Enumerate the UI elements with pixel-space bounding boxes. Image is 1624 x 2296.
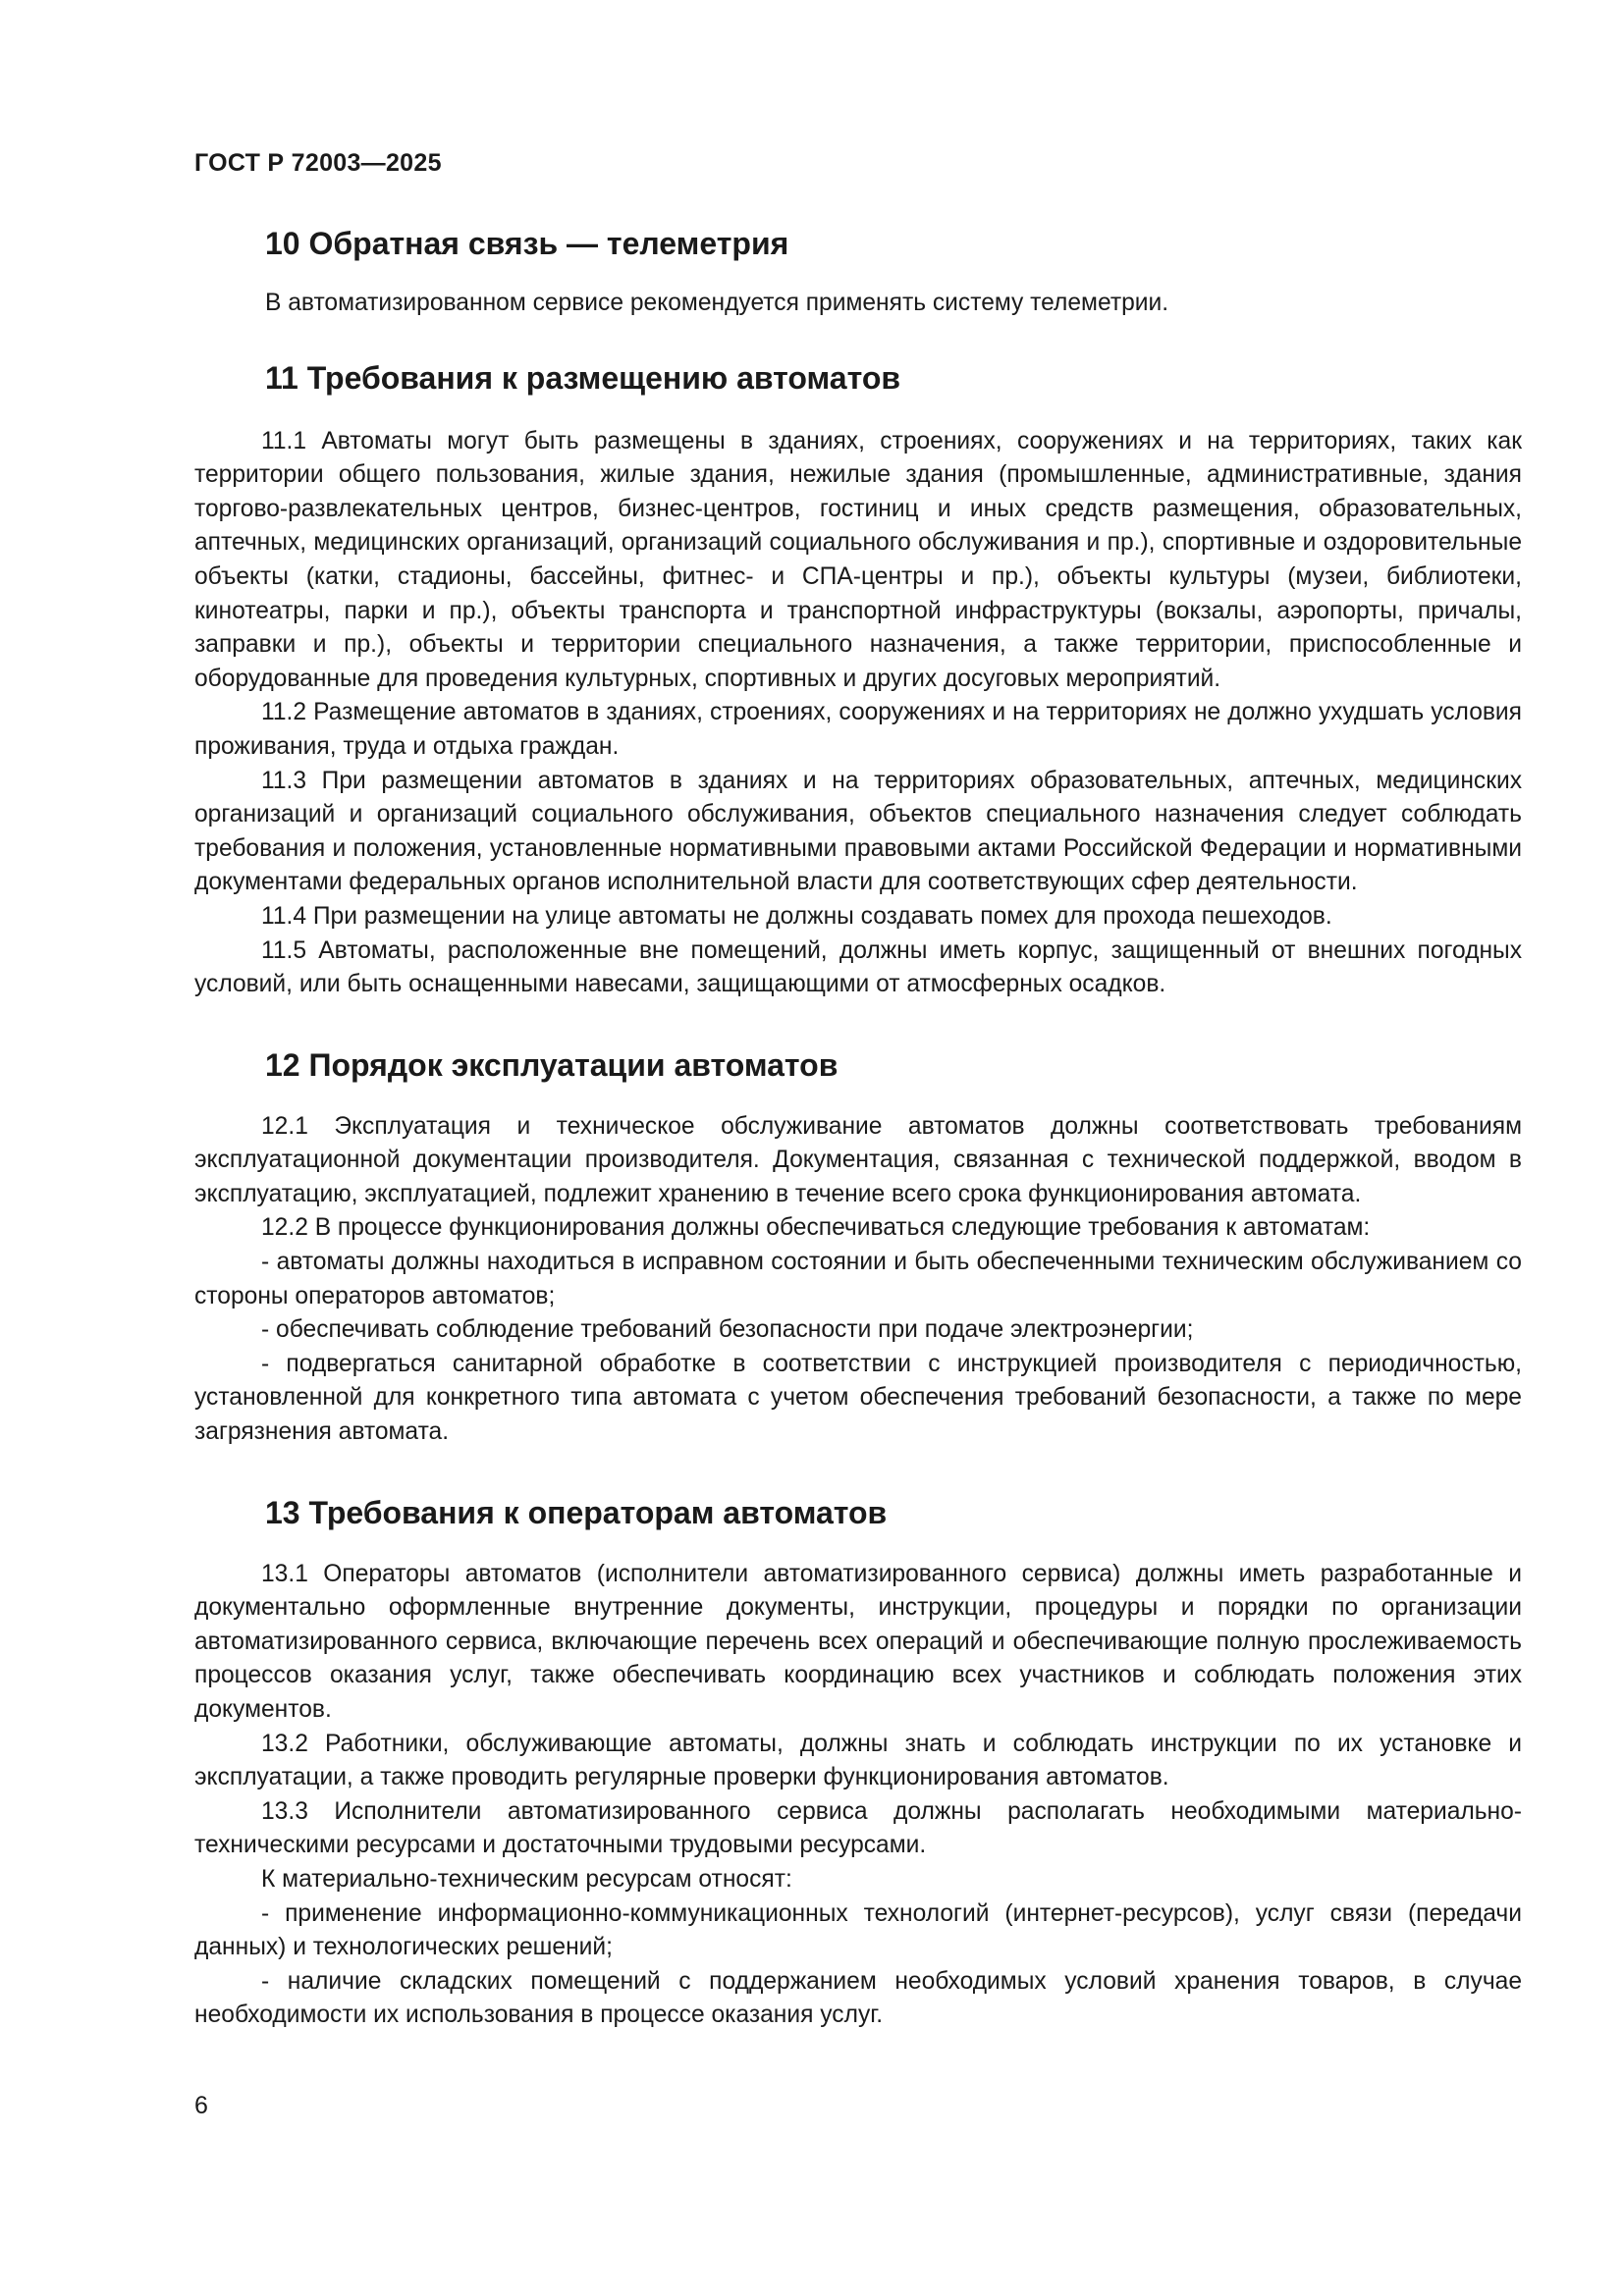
paragraph: 13.2 Работники, обслуживающие автоматы, должны знать и соблюдать инструкции по их установке и эксплуатации, а также проводить регулярные проверки функционирования автоматов.	[194, 1730, 1522, 1791]
page-number: 6	[194, 2092, 208, 2119]
list-item: - подвергаться санитарной обработке в соответствии с инструкцией производителя с периодичностью, установленной для конкретного типа автомата с учетом обеспечения требований безопасности, а также по мере загрязнения автомата.	[194, 1350, 1522, 1446]
section-title: 11 Требования к размещению автоматов	[265, 359, 901, 396]
paragraph: 12.1 Эксплуатация и техническое обслуживание автоматов должны соответствовать требованиям эксплуатационной документации производителя. Документация, связанная с технической поддержкой, вводом в эксплуатацию, эксплуатацией, подлежит хранению в течение всего срока функционирования автомата.	[194, 1112, 1522, 1207]
paragraph: 11.4 При размещении на улице автоматы не должны создавать помех для прохода пешеходов.	[261, 902, 1332, 930]
document-id-header: ГОСТ Р 72003—2025	[194, 149, 442, 177]
paragraph: 11.5 Автоматы, расположенные вне помещений, должны иметь корпус, защищенный от внешних погодных условий, или быть оснащенными навесами, защищающими от атмосферных осадков.	[194, 936, 1522, 998]
paragraph: 13.3 Исполнители автоматизированного сервиса должны располагать необходимыми материально-техническими ресурсами и достаточными трудовыми ресурсами.	[194, 1797, 1522, 1859]
paragraph: 11.1 Автоматы могут быть размещены в зданиях, строениях, сооружениях и на территориях, таких как территории общего пользования, жилые здания, нежилые здания (промышленные, административные, здания торгово-развлекательных центров, бизнес-центров, гостиниц и иных средств размещения, образовательных, аптечных, медицинских организаций, организаций социального обслуживания и пр.), спортивные и оздоровительные объекты (катки, стадионы, бассейны, фитнес- и СПА-центры и пр.), объекты культуры (музеи, библиотеки, кинотеатры, парки и пр.), объекты транспорта и транспортной инфраструктуры (вокзалы, аэропорты, причалы, заправки и пр.), объекты и территории специального назначения, а также территории, приспособленные и оборудованные для проведения культурных, спортивных и других досуговых мероприятий.	[194, 427, 1522, 692]
section-11	[194, 356, 1522, 1002]
section-12	[194, 1043, 1522, 1450]
paragraph: В автоматизированном сервисе рекомендуется применять систему телеметрии.	[265, 290, 1169, 316]
paragraph: К материально-техническим ресурсам относят:	[261, 1865, 792, 1893]
list-item: - применение информационно-коммуникационных технологий (интернет-ресурсов), услуг связи (передачи данных) и технологических решений;	[194, 1899, 1522, 1961]
section-title: 13 Требования к операторам автоматов	[265, 1494, 888, 1530]
list-item: - автоматы должны находиться в исправном состоянии и быть обеспеченными техническим обслуживанием со стороны операторов автоматов;	[194, 1249, 1522, 1309]
paragraph: 11.3 При размещении автоматов в зданиях и на территориях образовательных, аптечных, медицинских организаций и организаций социального обслуживания, объектов специального назначения следует соблюдать требования и положения, установленные нормативными правовыми актами Российской Федерации и нормативными документами федеральных органов исполнительной власти для соответствующих сфер деятельности.	[194, 767, 1522, 896]
list-item: - наличие складских помещений с поддержанием необходимых условий хранения товаров, в случае необходимости их использования в процессе оказания услуг.	[194, 1967, 1522, 2029]
section-10	[194, 222, 1522, 321]
section-title: 12 Порядок эксплуатации автоматов	[265, 1046, 839, 1083]
paragraph: 13.1 Операторы автоматов (исполнители автоматизированного сервиса) должны иметь разработанные и документально оформленные внутренние документы, инструкции, процедуры и порядки по организации автоматизированного сервиса, включающие перечень всех операций и обеспечивающие полную прослеживаемость процессов оказания услуг, также обеспечивать координацию всех участников и соблюдать положения этих документов.	[194, 1560, 1522, 1723]
list-item: - обеспечивать соблюдение требований безопасности при подаче электроэнергии;	[261, 1316, 1194, 1344]
paragraph: 11.2 Размещение автоматов в зданиях, строениях, сооружениях и на территориях не должно ухудшать условия проживания, труда и отдыха граждан.	[194, 699, 1522, 760]
paragraph: 12.2 В процессе функционирования должны обеспечиваться следующие требования к автоматам:	[261, 1214, 1371, 1242]
section-title: 10 Обратная связь — телеметрия	[265, 226, 789, 261]
document-body	[194, 222, 1522, 2033]
section-13	[194, 1491, 1522, 2033]
